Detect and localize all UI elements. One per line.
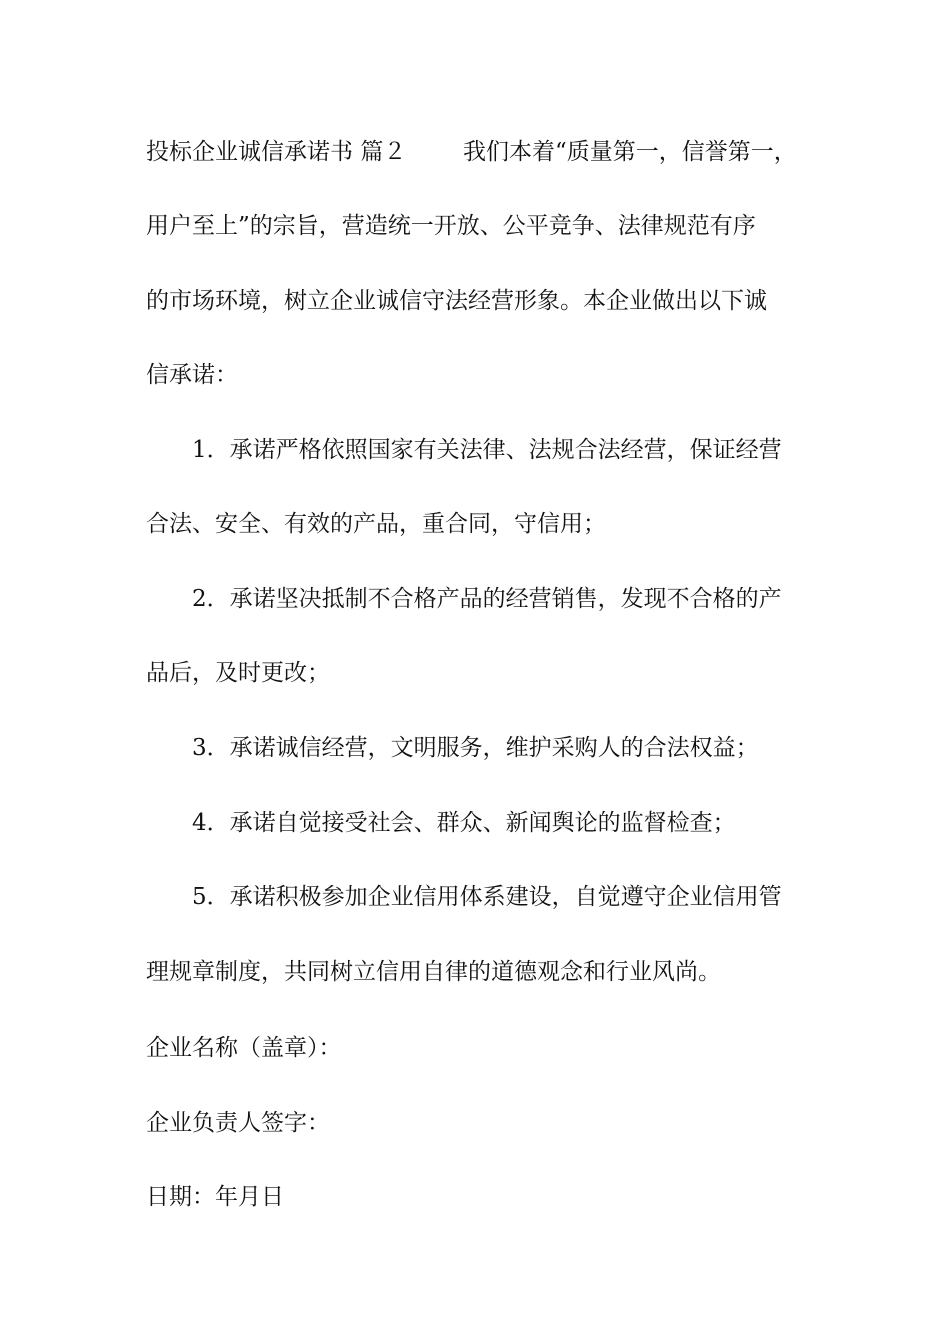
item-5-line-1: 5．承诺积极参加企业信用体系建设，自觉遵守企业信用管 — [192, 884, 782, 910]
document-title: 投标企业诚信承诺书 — [146, 139, 353, 165]
item-1-line-2: 合法、安全、有效的产品，重合同，守信用； — [146, 511, 606, 537]
date-field: 日期：年月日 — [146, 1184, 284, 1210]
company-name-field: 企业名称（盖章）： — [146, 1035, 342, 1061]
intro-line-4: 信承诺： — [146, 362, 238, 388]
intro-line-2: 用户至上”的宗旨，营造统一开放、公平竞争、法律规范有序 — [146, 213, 756, 239]
item-2-line-2: 品后，及时更改； — [146, 660, 330, 686]
item-5-line-2: 理规章制度，共同树立信用自律的道德观念和行业风尚。 — [146, 959, 721, 985]
item-1-line-1: 1．承诺严格依照国家有关法律、法规合法经营，保证经营 — [192, 437, 782, 463]
intro-line-3: 的市场环境，树立企业诚信守法经营形象。本企业做出以下诚 — [146, 288, 767, 314]
section-label: 篇２ — [360, 139, 407, 165]
item-4-line-1: 4．承诺自觉接受社会、群众、新闻舆论的监督检查； — [192, 810, 736, 836]
title-line — [146, 137, 836, 167]
item-2-line-1: 2．承诺坚决抵制不合格产品的经营销售，发现不合格的产 — [192, 586, 782, 612]
item-3-line-1: 3．承诺诚信经营，文明服务，维护采购人的合法权益； — [192, 735, 759, 761]
intro-line-1: 我们本着“质量第一，信誉第一， — [462, 139, 797, 165]
responsible-signature-field: 企业负责人签字： — [146, 1110, 330, 1136]
